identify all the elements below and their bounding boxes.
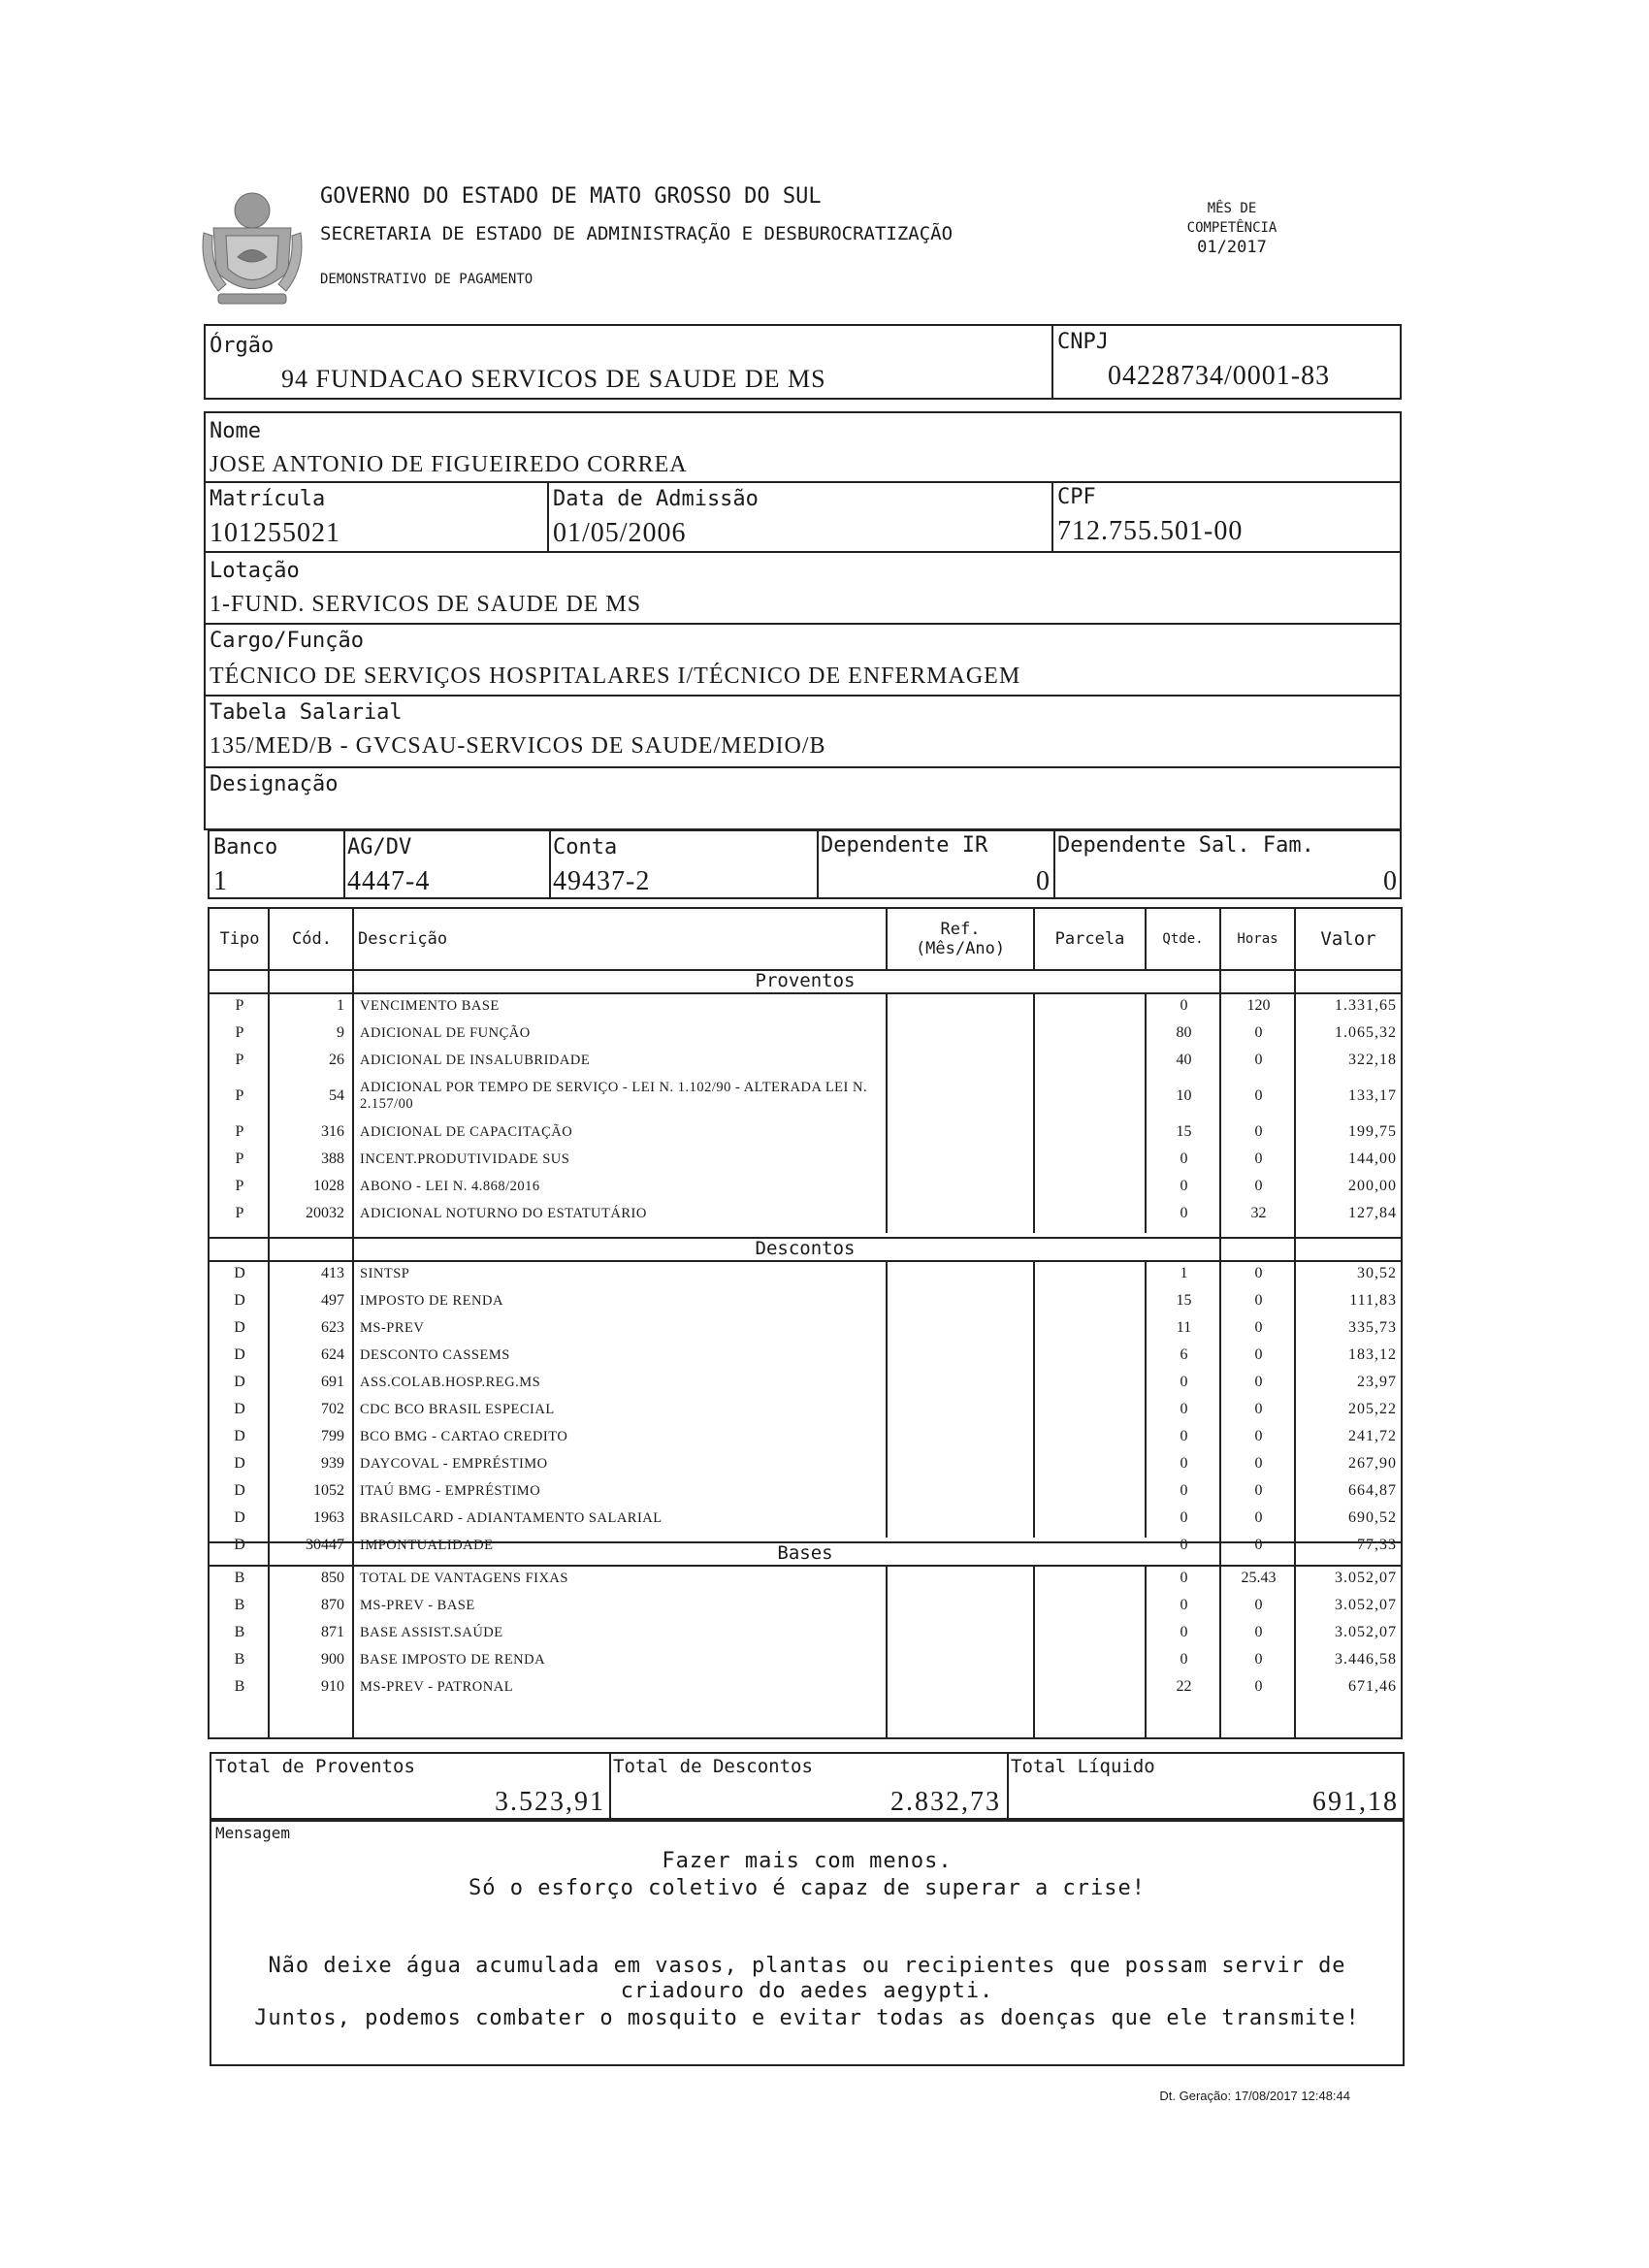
dep-sal-label: Dependente Sal. Fam. — [1057, 833, 1314, 858]
table-row — [210, 1673, 1401, 1701]
message-line-3: Não deixe água acumulada em vasos, plantas ou recipientes que possam servir de — [268, 1954, 1346, 1978]
row-desc: INCENT.PRODUTIVIDADE SUS — [360, 1150, 570, 1167]
admissao-value: 01/05/2006 — [553, 518, 687, 548]
row-desc: ADICIONAL NOTURNO DO ESTATUTÁRIO — [360, 1205, 647, 1221]
message-line-5: Juntos, podemos combater o mosquito e evitar todas as doenças que ele transmite! — [254, 2006, 1360, 2030]
row-cod: 900 — [321, 1651, 344, 1668]
row-qtde: 0 — [1180, 1455, 1188, 1472]
nome-value: JOSE ANTONIO DE FIGUEIREDO CORREA — [210, 452, 688, 477]
row-horas: 0 — [1254, 1024, 1263, 1041]
dep-sal-value: 0 — [1383, 866, 1398, 896]
table-row — [210, 1047, 1401, 1074]
row-cod: 497 — [321, 1292, 344, 1309]
row-tipo: D — [234, 1509, 245, 1526]
row-valor: 664,87 — [1348, 1482, 1397, 1499]
row-cod: 799 — [321, 1428, 344, 1444]
conta-value: 49437-2 — [553, 866, 651, 896]
row-desc: MS-PREV — [360, 1319, 425, 1336]
row-cod: 316 — [321, 1123, 344, 1140]
row-tipo: D — [234, 1374, 245, 1390]
row-tipo: B — [234, 1570, 245, 1586]
employee-box — [204, 411, 1402, 830]
row-horas: 0 — [1254, 1678, 1263, 1695]
col-tipo: Tipo — [219, 929, 260, 949]
section-proventos: Proventos — [755, 970, 856, 991]
row-desc: VENCIMENTO BASE — [360, 997, 500, 1014]
row-qtde: 0 — [1180, 1428, 1188, 1444]
row-horas: 0 — [1254, 1455, 1263, 1472]
message-line-4: criadouro do aedes aegypti. — [620, 1979, 994, 2003]
table-row — [210, 1287, 1401, 1314]
row-cod: 623 — [321, 1319, 344, 1336]
row-cod: 1963 — [313, 1509, 344, 1526]
row-desc: DAYCOVAL - EMPRÉSTIMO — [360, 1455, 548, 1472]
row-cod: 1 — [337, 997, 344, 1014]
table-row — [210, 1592, 1401, 1619]
row-horas: 0 — [1254, 1624, 1263, 1640]
row-desc: BASE ASSIST.SAÚDE — [360, 1624, 503, 1640]
row-cod: 702 — [321, 1401, 344, 1417]
table-row — [210, 1342, 1401, 1369]
row-horas: 0 — [1254, 1319, 1263, 1336]
row-tipo: P — [235, 1178, 244, 1194]
row-cod: 939 — [321, 1455, 344, 1472]
row-qtde: 1 — [1180, 1265, 1188, 1281]
row-valor: 200,00 — [1348, 1178, 1397, 1194]
agdv-value: 4447-4 — [347, 866, 431, 896]
row-valor: 23,97 — [1357, 1374, 1397, 1390]
row-horas: 0 — [1254, 1428, 1263, 1444]
row-horas: 0 — [1254, 1597, 1263, 1613]
row-valor: 671,46 — [1348, 1678, 1397, 1695]
table-row — [210, 1450, 1401, 1477]
row-horas: 25.43 — [1241, 1570, 1277, 1586]
row-horas: 0 — [1254, 1087, 1263, 1104]
row-valor: 77,33 — [1357, 1537, 1397, 1553]
row-valor: 133,17 — [1348, 1087, 1397, 1104]
row-desc: SINTSP — [360, 1265, 410, 1281]
row-cod: 26 — [329, 1052, 344, 1068]
row-desc: ADICIONAL POR TEMPO DE SERVIÇO - LEI N. 1.102/90 - ALTERADA LEI N. 2.157/00 — [360, 1080, 868, 1112]
row-qtde: 10 — [1176, 1087, 1192, 1104]
message-box — [210, 1820, 1405, 2066]
row-valor: 335,73 — [1348, 1319, 1397, 1336]
row-desc: DESCONTO CASSEMS — [360, 1346, 510, 1363]
row-cod: 871 — [321, 1624, 344, 1640]
row-horas: 0 — [1254, 1052, 1263, 1068]
row-horas: 0 — [1254, 1292, 1263, 1309]
tabela-label: Tabela Salarial — [210, 700, 403, 725]
row-tipo: D — [234, 1537, 245, 1553]
row-tipo: D — [234, 1428, 245, 1444]
row-desc: ADICIONAL DE INSALUBRIDADE — [360, 1052, 591, 1068]
message-line-2: Só o esforço coletivo é capaz de superar a crise! — [468, 1876, 1146, 1900]
row-qtde: 40 — [1176, 1052, 1192, 1068]
row-desc: MS-PREV - PATRONAL — [360, 1678, 514, 1695]
row-horas: 0 — [1254, 1150, 1263, 1167]
row-cod: 413 — [321, 1265, 344, 1281]
row-qtde: 11 — [1176, 1319, 1192, 1336]
row-qtde: 15 — [1176, 1123, 1192, 1140]
row-tipo: P — [235, 1150, 244, 1167]
row-qtde: 0 — [1180, 1509, 1188, 1526]
total-proventos-value: 3.523,91 — [495, 1787, 605, 1817]
message-line-1: Fazer mais com menos. — [662, 1849, 953, 1873]
matricula-label: Matrícula — [210, 487, 326, 511]
matricula-value: 101255021 — [210, 518, 340, 548]
table-row — [210, 1074, 1401, 1118]
row-desc: ADICIONAL DE CAPACITAÇÃO — [360, 1123, 573, 1140]
row-qtde: 80 — [1176, 1024, 1192, 1041]
row-valor: 1.331,65 — [1335, 997, 1397, 1014]
agdv-label: AG/DV — [347, 835, 412, 859]
table-row — [210, 1173, 1401, 1200]
designacao-label: Designação — [210, 772, 339, 796]
col-cod: Cód. — [292, 929, 332, 949]
row-horas: 0 — [1254, 1651, 1263, 1668]
row-qtde: 0 — [1180, 1178, 1188, 1194]
secretariat-title: SECRETARIA DE ESTADO DE ADMINISTRAÇÃO E DESBUROCRATIZAÇÃO — [320, 223, 954, 244]
row-cod: 388 — [321, 1150, 344, 1167]
row-qtde: 0 — [1180, 997, 1188, 1014]
row-desc: IMPOSTO DE RENDA — [360, 1292, 503, 1309]
row-tipo: P — [235, 1123, 244, 1140]
row-valor: 322,18 — [1348, 1052, 1397, 1068]
col-horas: Horas — [1237, 931, 1278, 947]
row-desc: CDC BCO BRASIL ESPECIAL — [360, 1401, 555, 1417]
col-ref-line2: (Mês/Ano) — [915, 939, 1006, 958]
row-qtde: 0 — [1180, 1537, 1188, 1553]
row-horas: 120 — [1246, 997, 1271, 1014]
row-qtde: 22 — [1176, 1678, 1192, 1695]
row-valor: 30,52 — [1357, 1265, 1397, 1281]
row-cod: 20032 — [306, 1205, 344, 1221]
row-valor: 3.052,07 — [1335, 1624, 1397, 1640]
state-coat-of-arms-icon — [199, 189, 306, 310]
banco-value: 1 — [213, 866, 228, 896]
orgao-box — [204, 324, 1402, 400]
row-cod: 691 — [321, 1374, 344, 1390]
row-valor: 241,72 — [1348, 1428, 1397, 1444]
col-ref-line1: Ref. — [940, 920, 981, 939]
row-qtde: 0 — [1180, 1374, 1188, 1390]
row-horas: 0 — [1254, 1401, 1263, 1417]
table-row — [210, 1118, 1401, 1146]
table-row — [210, 1619, 1401, 1646]
row-tipo: D — [234, 1319, 245, 1336]
col-parcela: Parcela — [1054, 929, 1125, 949]
total-descontos-value: 2.832,73 — [890, 1787, 1001, 1817]
row-qtde: 0 — [1180, 1651, 1188, 1668]
section-descontos: Descontos — [755, 1238, 856, 1259]
row-horas: 0 — [1254, 1178, 1263, 1194]
col-valor: Valor — [1320, 928, 1376, 950]
message-title: Mensagem — [215, 1824, 291, 1842]
row-horas: 0 — [1254, 1346, 1263, 1363]
row-qtde: 6 — [1180, 1346, 1188, 1363]
table-row — [210, 1505, 1401, 1532]
row-tipo: D — [234, 1265, 245, 1281]
row-tipo: P — [235, 1024, 244, 1041]
row-tipo: B — [234, 1624, 245, 1640]
row-horas: 0 — [1254, 1537, 1263, 1553]
table-row — [210, 1200, 1401, 1227]
col-desc: Descrição — [358, 929, 448, 949]
table-row — [210, 1146, 1401, 1173]
cargo-value: TÉCNICO DE SERVIÇOS HOSPITALARES I/TÉCNICO DE ENFERMAGEM — [210, 664, 1021, 689]
dep-ir-label: Dependente IR — [821, 833, 988, 858]
row-cod: 1028 — [313, 1178, 344, 1194]
row-valor: 111,83 — [1349, 1292, 1397, 1309]
government-title: GOVERNO DO ESTADO DE MATO GROSSO DO SUL — [320, 184, 822, 209]
row-cod: 910 — [321, 1678, 344, 1695]
table-row — [210, 1020, 1401, 1047]
cpf-value: 712.755.501-00 — [1057, 516, 1244, 546]
row-tipo: B — [234, 1597, 245, 1613]
row-horas: 0 — [1254, 1374, 1263, 1390]
cargo-label: Cargo/Função — [210, 629, 364, 653]
row-valor: 690,52 — [1348, 1509, 1397, 1526]
total-proventos-label: Total de Proventos — [215, 1756, 415, 1777]
table-row — [210, 1477, 1401, 1505]
row-valor: 1.065,32 — [1335, 1024, 1397, 1041]
row-tipo: P — [235, 997, 244, 1014]
row-cod: 9 — [337, 1024, 344, 1041]
orgao-label: Órgão — [210, 334, 275, 358]
row-qtde: 0 — [1180, 1205, 1188, 1221]
row-desc: ADICIONAL DE FUNÇÃO — [360, 1024, 531, 1041]
tabela-value: 135/MED/B - GVCSAU-SERVICOS DE SAUDE/MEDIO/B — [210, 733, 826, 759]
row-valor: 205,22 — [1348, 1401, 1397, 1417]
total-liquido-label: Total Líquido — [1011, 1756, 1155, 1777]
orgao-value: 94 FUNDACAO SERVICOS DE SAUDE DE MS — [281, 365, 826, 393]
cpf-label: CPF — [1057, 485, 1096, 509]
row-qtde: 0 — [1180, 1570, 1188, 1586]
dep-ir-value: 0 — [1036, 866, 1051, 896]
admissao-label: Data de Admissão — [553, 487, 759, 511]
row-valor: 3.052,07 — [1335, 1597, 1397, 1613]
row-desc: BCO BMG - CARTAO CREDITO — [360, 1428, 568, 1444]
section-bases: Bases — [777, 1542, 833, 1564]
competence-value: 01/2017 — [1197, 238, 1267, 257]
totals-box — [210, 1752, 1405, 1820]
competence-label-2: COMPETÊNCIA — [1186, 220, 1277, 236]
row-qtde: 15 — [1176, 1292, 1192, 1309]
lotacao-value: 1-FUND. SERVICOS DE SAUDE DE MS — [210, 592, 642, 617]
row-desc: BRASILCARD - ADIANTAMENTO SALARIAL — [360, 1509, 663, 1526]
generation-date: Dt. Geração: 17/08/2017 12:48:44 — [1159, 2089, 1350, 2103]
row-valor: 267,90 — [1348, 1455, 1397, 1472]
row-cod: 30447 — [306, 1537, 344, 1553]
row-tipo: P — [235, 1052, 244, 1068]
row-qtde: 0 — [1180, 1597, 1188, 1613]
document-header — [199, 184, 1421, 301]
row-tipo: P — [235, 1087, 244, 1104]
row-horas: 0 — [1254, 1509, 1263, 1526]
col-ref — [888, 909, 1033, 969]
banco-label: Banco — [213, 835, 278, 859]
row-tipo: B — [234, 1651, 245, 1668]
row-valor: 144,00 — [1348, 1150, 1397, 1167]
row-valor: 3.052,07 — [1335, 1570, 1397, 1586]
competence-block — [1149, 199, 1314, 257]
row-horas: 32 — [1250, 1205, 1267, 1221]
lotacao-label: Lotação — [210, 559, 300, 583]
total-liquido-value: 691,18 — [1312, 1787, 1399, 1817]
row-tipo: D — [234, 1401, 245, 1417]
row-tipo: D — [234, 1292, 245, 1309]
table-row — [210, 1396, 1401, 1423]
row-cod: 870 — [321, 1597, 344, 1613]
row-qtde: 0 — [1180, 1624, 1188, 1640]
cnpj-value: 04228734/0001-83 — [1108, 361, 1331, 391]
table-row — [210, 1314, 1401, 1342]
total-descontos-label: Total de Descontos — [613, 1756, 813, 1777]
row-valor: 127,84 — [1348, 1205, 1397, 1221]
col-qtde: Qtde. — [1162, 931, 1204, 947]
row-valor: 199,75 — [1348, 1123, 1397, 1140]
row-qtde: 0 — [1180, 1482, 1188, 1499]
row-tipo: D — [234, 1482, 245, 1499]
row-cod: 1052 — [313, 1482, 344, 1499]
row-tipo: D — [234, 1455, 245, 1472]
table-row — [210, 1369, 1401, 1396]
row-cod: 54 — [329, 1087, 344, 1104]
row-horas: 0 — [1254, 1265, 1263, 1281]
row-desc: TOTAL DE VANTAGENS FIXAS — [360, 1570, 568, 1586]
row-cod: 624 — [321, 1346, 344, 1363]
row-horas: 0 — [1254, 1482, 1263, 1499]
conta-label: Conta — [553, 835, 618, 859]
row-desc: BASE IMPOSTO DE RENDA — [360, 1651, 546, 1668]
row-tipo: D — [234, 1346, 245, 1363]
row-cod: 850 — [321, 1570, 344, 1586]
bank-box — [208, 829, 1402, 899]
nome-label: Nome — [210, 419, 261, 443]
table-row — [210, 1423, 1401, 1450]
row-desc: ITAÚ BMG - EMPRÉSTIMO — [360, 1482, 541, 1499]
row-desc: ASS.COLAB.HOSP.REG.MS — [360, 1374, 541, 1390]
row-qtde: 0 — [1180, 1150, 1188, 1167]
table-row — [210, 992, 1401, 1020]
table-row — [210, 1646, 1401, 1673]
row-desc: MS-PREV - BASE — [360, 1597, 475, 1613]
cnpj-label: CNPJ — [1057, 330, 1109, 354]
row-tipo: P — [235, 1205, 244, 1221]
competence-label-1: MÊS DE — [1207, 201, 1257, 216]
row-valor: 3.446,58 — [1335, 1651, 1397, 1668]
row-tipo: B — [234, 1678, 245, 1695]
row-qtde: 0 — [1180, 1401, 1188, 1417]
document-type: DEMONSTRATIVO DE PAGAMENTO — [320, 272, 534, 287]
table-row — [210, 1260, 1401, 1287]
row-desc: ABONO - LEI N. 4.868/2016 — [360, 1178, 540, 1194]
row-horas: 0 — [1254, 1123, 1263, 1140]
table-row — [210, 1565, 1401, 1592]
payment-items-table — [208, 907, 1403, 1739]
row-desc: IMPONTUALIDADE — [360, 1537, 494, 1553]
row-valor: 183,12 — [1348, 1346, 1397, 1363]
